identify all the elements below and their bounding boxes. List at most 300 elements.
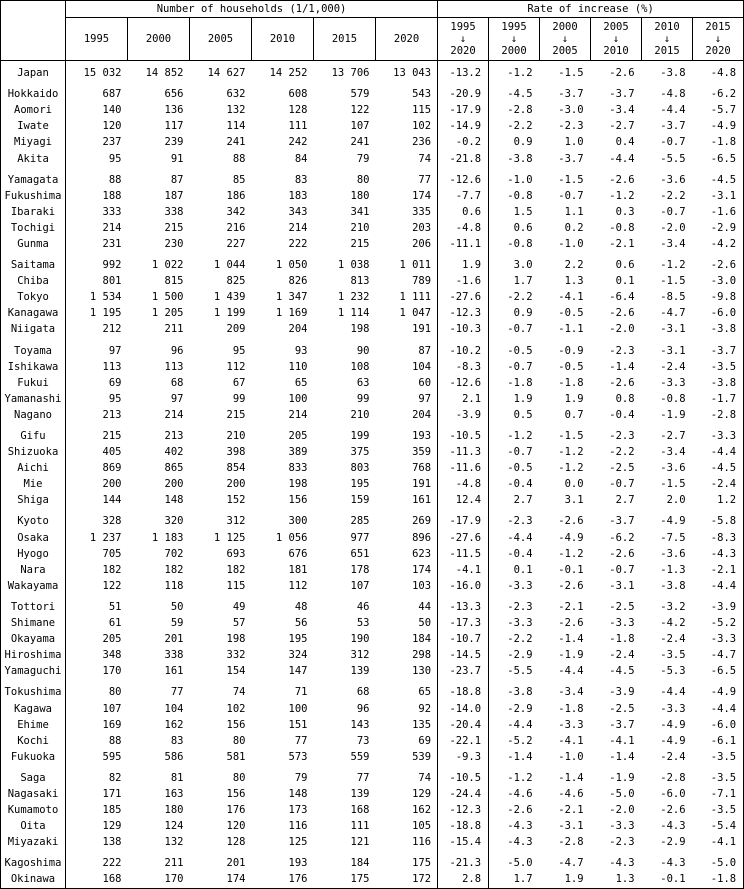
rate-of-increase: -4.4 [693,444,744,460]
rate-of-increase: 2.2 [564,259,584,272]
rate-of-increase: -1.2 [558,446,584,459]
table-row [1,375,744,391]
rate-of-increase: -2.0 [660,221,686,234]
rate-of-increase: -2.1 [558,804,584,817]
prefecture-name: Mie [1,476,66,492]
household-count: 107 [350,120,370,133]
prefecture-name: Tokushima [1,679,66,700]
household-count: 1 199 [213,307,246,320]
prefecture-name: Fukushima [1,188,66,204]
household-count: 156 [288,494,308,507]
household-count: 81 [170,771,184,784]
table-row [1,236,744,252]
household-count: 61 [108,617,122,630]
household-count: 210 [350,408,370,421]
rate-of-increase: -4.4 [507,718,533,731]
rate-of-increase: -13.3 [438,594,489,615]
rate-of-increase: -3.8 [660,579,686,592]
rate-of-increase: -1.2 [558,547,584,560]
table-row [1,338,744,359]
table-row [1,167,744,188]
prefecture-name: Saga [1,765,66,786]
table-row [1,871,744,888]
table-row [1,391,744,407]
household-count: 1 534 [89,291,122,304]
table-row [1,733,744,749]
prefecture-name: Chiba [1,273,66,289]
household-count: 88 [108,734,122,747]
household-count: 623 [376,546,438,562]
household-count: 1 237 [89,531,122,544]
rate-period-header [540,18,591,61]
household-count: 74 [376,150,438,166]
rate-of-increase: -4.3 [660,820,686,833]
rate-of-increase: -0.5 [558,307,584,320]
rate-of-increase: -7.7 [438,188,489,204]
rate-of-increase: -3.8 [693,375,744,391]
rate-of-increase: -18.8 [438,679,489,700]
rate-of-increase: -0.9 [558,344,584,357]
household-count: 147 [288,665,308,678]
household-count: 205 [102,633,122,646]
rate-of-increase: -20.9 [438,81,489,102]
rate-of-increase: 0.6 [513,221,533,234]
rate-of-increase: -4.4 [660,104,686,117]
rate-of-increase: -24.4 [438,786,489,802]
household-count: 112 [226,360,246,373]
rate-of-increase: -21.3 [438,850,489,871]
household-count: 214 [102,221,122,234]
household-count: 104 [164,702,184,715]
rate-of-increase: 0.2 [564,221,584,234]
household-count: 105 [376,818,438,834]
prefecture-name: Aichi [1,460,66,476]
household-count: 103 [376,578,438,594]
household-count: 183 [288,189,308,202]
rate-of-increase: 1.2 [693,492,744,508]
down-arrow-icon: ↓ [510,33,518,45]
rate-of-increase: -0.7 [507,446,533,459]
prefecture-name: Miyagi [1,134,66,150]
household-count: 182 [226,563,246,576]
household-count: 46 [356,600,370,613]
household-count: 116 [288,820,308,833]
rate-of-increase: -6.0 [693,305,744,321]
rate-of-increase: -2.5 [609,462,635,475]
rate-of-increase: -4.6 [507,787,533,800]
household-count: 65 [376,679,438,700]
household-count: 172 [376,871,438,888]
rate-of-increase: -4.3 [693,546,744,562]
household-count: 343 [288,205,308,218]
rate-of-increase: -2.6 [609,376,635,389]
household-count: 77 [294,734,308,747]
rate-of-increase: -4.9 [693,679,744,700]
table-row [1,407,744,423]
household-count: 854 [226,462,246,475]
table-row [1,492,744,508]
household-count: 77 [170,686,184,699]
household-count: 869 [102,462,122,475]
household-count: 129 [376,786,438,802]
rate-of-increase: -4.8 [660,88,686,101]
rate-of-increase: -2.7 [609,120,635,133]
household-count: 212 [102,323,122,336]
rate-of-increase: -0.4 [609,408,635,421]
rate-of-increase: -5.5 [660,152,686,165]
household-count: 214 [164,408,184,421]
rate-of-increase: -3.9 [693,594,744,615]
household-count: 231 [102,237,122,250]
table-row [1,273,744,289]
household-count: 1 205 [151,307,184,320]
rate-of-increase: -2.4 [660,633,686,646]
household-count: 13 043 [376,61,438,82]
rate-of-increase: -3.4 [660,446,686,459]
rate-of-increase: -3.8 [507,686,533,699]
rate-of-increase: -1.5 [660,275,686,288]
household-count: 113 [102,360,122,373]
household-count: 132 [164,836,184,849]
rate-of-increase: -0.4 [507,478,533,491]
household-count: 161 [164,665,184,678]
household-count: 1 111 [376,289,438,305]
rate-of-increase: -0.5 [507,462,533,475]
prefecture-name: Fukui [1,375,66,391]
household-count: 77 [376,167,438,188]
rate-of-increase: -1.5 [558,173,584,186]
rate-of-increase: -1.1 [558,323,584,336]
rate-of-increase: -3.5 [693,359,744,375]
household-count: 269 [376,508,438,529]
household-count: 204 [376,407,438,423]
prefecture-name: Gunma [1,236,66,252]
household-count: 82 [108,771,122,784]
rate-of-increase: -1.8 [609,633,635,646]
down-arrow-icon: ↓ [612,33,620,45]
rate-of-increase: -4.7 [660,307,686,320]
rate-of-increase: -2.2 [507,291,533,304]
table-row [1,150,744,166]
rate-of-increase: -5.7 [693,102,744,118]
period-from: 2005 [603,21,629,33]
household-count: 216 [226,221,246,234]
prefecture-name: Tottori [1,594,66,615]
rate-of-increase: -3.3 [693,631,744,647]
household-count: 113 [164,360,184,373]
household-count: 79 [294,771,308,784]
table-row [1,834,744,850]
rate-of-increase: -4.9 [660,718,686,731]
household-count: 335 [376,204,438,220]
rate-of-increase: -2.2 [507,120,533,133]
rate-of-increase: -1.2 [507,771,533,784]
rate-of-increase: -4.4 [507,531,533,544]
household-count: 161 [376,492,438,508]
household-count: 193 [376,423,438,444]
down-arrow-icon: ↓ [714,33,722,45]
rate-of-increase: -1.8 [507,376,533,389]
table-row [1,359,744,375]
household-count: 121 [350,836,370,849]
household-count: 111 [288,120,308,133]
table-row [1,578,744,594]
rate-of-increase: 2.7 [615,494,635,507]
household-count: 389 [288,446,308,459]
household-count: 87 [376,338,438,359]
rate-of-increase: 2.8 [438,871,489,888]
rate-of-increase: -1.4 [558,771,584,784]
prefecture-name: Gifu [1,423,66,444]
household-count: 191 [376,476,438,492]
rate-of-increase: -13.2 [438,61,489,82]
rate-of-increase: -3.5 [693,765,744,786]
household-count: 241 [350,136,370,149]
rate-of-increase: -11.6 [438,460,489,476]
rate-of-increase: -15.4 [438,834,489,850]
table-row [1,423,744,444]
household-count: 215 [102,430,122,443]
rate-of-increase: 0.5 [513,408,533,421]
rate-of-increase: 1.9 [540,871,591,888]
household-count: 651 [350,547,370,560]
household-count: 96 [356,702,370,715]
household-count: 139 [350,665,370,678]
household-count: 171 [102,787,122,800]
household-count: 174 [190,871,252,888]
household-count: 1 347 [275,291,308,304]
rate-of-increase: -4.2 [693,236,744,252]
household-count: 140 [102,104,122,117]
household-count: 80 [232,771,246,784]
household-count: 88 [108,173,122,186]
household-count: 102 [376,118,438,134]
table-row [1,118,744,134]
period-from: 2015 [705,21,731,33]
rate-of-increase: -2.7 [660,430,686,443]
table-row [1,508,744,529]
household-count: 144 [102,494,122,507]
household-count: 74 [232,686,246,699]
rate-of-increase: -2.9 [507,702,533,715]
rate-of-increase: -3.3 [609,820,635,833]
household-count: 595 [102,750,122,763]
household-count: 80 [108,686,122,699]
rate-of-increase: -1.8 [693,134,744,150]
rate-of-increase: 2.0 [666,494,686,507]
table-row [1,647,744,663]
household-count: 198 [226,633,246,646]
household-count: 115 [376,102,438,118]
household-count: 222 [102,857,122,870]
header-blank-cell [1,1,66,61]
table-row [1,305,744,321]
household-count: 1 183 [151,531,184,544]
household-count: 68 [170,376,184,389]
rate-of-increase: 0.3 [615,205,635,218]
household-count: 175 [376,850,438,871]
prefecture-name: Toyama [1,338,66,359]
table-row [1,102,744,118]
household-count: 74 [376,765,438,786]
prefecture-name: Yamaguchi [1,663,66,679]
rate-of-increase: -5.3 [660,665,686,678]
rate-of-increase: -27.6 [438,289,489,305]
rate-of-increase: -12.6 [438,375,489,391]
household-count: 107 [102,702,122,715]
table-row [1,252,744,273]
rate-of-increase: -2.1 [693,562,744,578]
household-count: 85 [232,173,246,186]
household-count: 143 [350,718,370,731]
household-count: 1 044 [213,259,246,272]
household-count: 656 [164,88,184,101]
rate-of-increase: -4.5 [693,460,744,476]
household-count: 182 [102,563,122,576]
prefecture-name: Ibaraki [1,204,66,220]
year-header: 2005 [190,18,252,61]
rate-of-increase: -4.5 [693,167,744,188]
rate-of-increase: -1.2 [507,430,533,443]
household-count: 195 [350,478,370,491]
household-count: 375 [350,446,370,459]
period-from: 1995 [501,21,527,33]
table-row [1,631,744,647]
year-header: 2015 [314,18,376,61]
household-count: 107 [350,579,370,592]
prefecture-name: Yamagata [1,167,66,188]
household-count: 136 [164,104,184,117]
year-header: 2020 [376,18,438,61]
rate-of-increase: 1.9 [564,392,584,405]
household-count: 14 852 [145,67,184,80]
household-count: 65 [294,376,308,389]
rate-of-increase: -3.2 [660,600,686,613]
household-count: 69 [108,376,122,389]
household-count: 324 [288,649,308,662]
table-row [1,765,744,786]
household-count: 402 [164,446,184,459]
household-count: 128 [226,836,246,849]
prefecture-name: Kochi [1,733,66,749]
rate-of-increase: -2.6 [507,804,533,817]
rate-of-increase: -20.4 [438,717,489,733]
rate-of-increase: -17.9 [438,102,489,118]
rate-of-increase: -14.5 [438,647,489,663]
household-count: 14 252 [269,67,308,80]
period-from: 1995 [450,21,476,33]
household-count: 162 [164,718,184,731]
period-from: 2010 [654,21,680,33]
rate-of-increase: -2.0 [609,323,635,336]
household-count: 122 [350,104,370,117]
household-count: 184 [376,631,438,647]
rate-of-increase: 0.7 [564,408,584,421]
rate-of-increase: -6.4 [609,291,635,304]
rate-of-increase: -3.7 [558,152,584,165]
rate-of-increase: -0.1 [642,871,693,888]
rate-of-increase: 0.1 [615,275,635,288]
rate-of-increase: -5.0 [507,857,533,870]
rate-of-increase: -3.3 [660,702,686,715]
household-count: 1 050 [275,259,308,272]
rate-of-increase: -2.6 [609,307,635,320]
household-count: 182 [164,563,184,576]
household-count: 1 011 [376,252,438,273]
rate-of-increase: -3.1 [609,579,635,592]
rate-of-increase: -2.4 [693,476,744,492]
household-count: 63 [356,376,370,389]
household-count: 215 [164,221,184,234]
household-count: 211 [164,857,184,870]
household-count: 693 [226,547,246,560]
household-count: 230 [164,237,184,250]
household-count: 237 [102,136,122,149]
rate-of-increase: -0.8 [507,237,533,250]
household-count: 56 [294,617,308,630]
household-count: 129 [102,820,122,833]
rate-of-increase: -4.6 [558,787,584,800]
household-count: 191 [376,321,438,337]
rate-of-increase: -5.5 [507,665,533,678]
household-count: 543 [376,81,438,102]
table-row [1,749,744,765]
rate-of-increase: -5.2 [693,615,744,631]
prefecture-name: Tochigi [1,220,66,236]
rate-of-increase: -11.5 [438,546,489,562]
household-count: 169 [102,718,122,731]
rate-of-increase: 1.0 [564,136,584,149]
table-row [1,850,744,871]
table-row [1,476,744,492]
household-count: 789 [376,273,438,289]
household-count: 833 [288,462,308,475]
household-count: 130 [376,663,438,679]
household-count: 198 [350,323,370,336]
household-count: 122 [102,579,122,592]
rate-of-increase: -0.8 [660,392,686,405]
rate-of-increase: -3.7 [693,338,744,359]
rate-of-increase: -2.9 [507,649,533,662]
household-count: 342 [226,205,246,218]
rate-of-increase: -3.8 [693,321,744,337]
household-count: 992 [102,259,122,272]
rate-of-increase: 1.3 [564,275,584,288]
rate-of-increase: -1.2 [558,462,584,475]
household-count: 398 [226,446,246,459]
household-count: 148 [288,787,308,800]
rate-of-increase: 3.0 [513,259,533,272]
rate-of-increase: -21.8 [438,150,489,166]
rate-of-increase: -27.6 [438,530,489,546]
prefecture-name: Hiroshima [1,647,66,663]
rate-of-increase: -3.7 [660,120,686,133]
rate-of-increase: -0.7 [660,136,686,149]
prefecture-name: Kanagawa [1,305,66,321]
household-count: 181 [288,563,308,576]
prefecture-name: Hyogo [1,546,66,562]
household-count: 298 [376,647,438,663]
prefecture-name: Akita [1,150,66,166]
rate-of-increase: -3.3 [558,718,584,731]
rate-of-increase: -4.9 [660,515,686,528]
household-count: 187 [164,189,184,202]
prefecture-name: Fukuoka [1,749,66,765]
household-count: 120 [102,120,122,133]
rate-of-increase: 1.7 [513,275,533,288]
household-count: 117 [164,120,184,133]
rate-of-increase: -10.5 [438,765,489,786]
